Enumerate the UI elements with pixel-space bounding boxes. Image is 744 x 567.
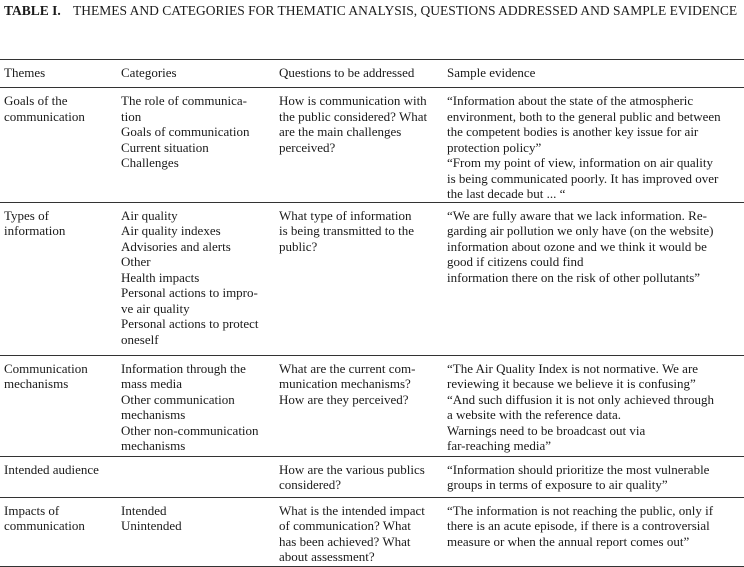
table-title: THEMES AND CATEGORIES FOR THEMATIC ANALYSIS, QUESTIONS ADDRESSED AND SAMPLE EVIDENCE: [73, 3, 738, 18]
cell-line: is being transmitted to the: [279, 223, 415, 238]
cell-line: the public considered? What: [279, 108, 428, 124]
questions-cell: [279, 202, 447, 355]
cell-line: Impacts of: [4, 502, 60, 518]
theme-cell: [0, 202, 121, 355]
cell-line: “From my point of view, information on air quality: [447, 155, 713, 170]
cell-line: the last decade but ... “: [447, 186, 566, 201]
table-label: TABLE I.: [4, 3, 61, 18]
cell-line: is being communicated poorly. It has improved over: [447, 170, 719, 186]
categories-cell: [121, 88, 279, 203]
cell-line: there is an acute episode, if there is a controversial: [447, 518, 710, 533]
cell-line: public?: [279, 238, 318, 254]
cell-line: What type of information: [279, 207, 412, 223]
table-row: [0, 497, 744, 566]
cell-line: “We are fully aware that we lack information. Re-: [447, 207, 707, 223]
theme-cell: [0, 88, 121, 203]
cell-line: oneself: [121, 331, 159, 347]
categories-cell: [121, 456, 279, 497]
table-row: [0, 355, 744, 456]
cell-line: Unintended: [121, 518, 182, 533]
cell-line: Other communication: [121, 391, 235, 407]
cell-line: good if citizens could find: [447, 254, 584, 269]
cell-line: far-reaching media”: [447, 438, 552, 453]
evidence-cell: [447, 497, 744, 566]
cell-line: Health impacts: [121, 269, 200, 285]
cell-line: Information through the: [121, 360, 246, 376]
header-row: [0, 60, 744, 88]
cell-line: Types of: [4, 207, 49, 223]
evidence-cell: [447, 456, 744, 497]
cell-line: mass media: [121, 376, 183, 391]
cell-line: perceived?: [279, 139, 336, 155]
cell-line: Communication: [4, 360, 88, 376]
cell-line: of communication? What: [279, 518, 411, 533]
theme-cell: [0, 456, 121, 497]
cell-line: ve air quality: [121, 300, 190, 316]
cell-line: mechanisms: [121, 438, 186, 453]
table-row: [0, 88, 744, 203]
cell-line: has been achieved? What: [279, 533, 411, 549]
evidence-cell: [447, 355, 744, 456]
thematic-analysis-table: [0, 59, 744, 567]
cell-line: Current situation: [121, 139, 209, 155]
cell-line: Intended: [121, 502, 167, 518]
table-row: [0, 456, 744, 497]
cell-line: Personal actions to protect: [121, 316, 259, 331]
cell-line: munication mechanisms?: [279, 376, 411, 391]
cell-line: How are the various publics: [279, 461, 425, 477]
header-categories: Categories: [121, 65, 177, 80]
categories-cell: [121, 497, 279, 566]
cell-line: environment, both to the general public and between: [447, 108, 721, 124]
cell-line: mechanisms: [121, 407, 186, 422]
categories-cell: [121, 355, 279, 456]
questions-cell: [279, 355, 447, 456]
cell-line: “Information about the state of the atmospheric: [447, 93, 694, 108]
cell-line: What is the intended impact: [279, 502, 425, 518]
cell-line: Goals of the: [4, 93, 68, 108]
cell-line: How is communication with: [279, 93, 427, 108]
cell-line: Air quality indexes: [121, 223, 221, 238]
cell-line: protection policy”: [447, 139, 542, 155]
cell-line: What are the current com-: [279, 360, 416, 376]
header-questions: Questions to be addressed: [279, 65, 415, 80]
cell-line: Air quality: [121, 207, 178, 223]
cell-line: the competent bodies is another key issue for air: [447, 124, 699, 139]
cell-line: considered?: [279, 477, 342, 492]
cell-line: Intended audience: [4, 461, 99, 477]
header-themes: Themes: [4, 65, 46, 80]
cell-line: Other: [121, 254, 151, 269]
cell-line: Warnings need to be broadcast out via: [447, 422, 646, 438]
cell-line: about assessment?: [279, 549, 375, 564]
questions-cell: [279, 456, 447, 497]
cell-line: communication: [4, 518, 85, 533]
theme-cell: [0, 497, 121, 566]
cell-line: The role of communica-: [121, 93, 247, 108]
cell-line: mechanisms: [4, 376, 69, 391]
evidence-cell: [447, 88, 744, 203]
cell-line: information there on the risk of other pollutants”: [447, 269, 701, 285]
cell-line: Advisories and alerts: [121, 238, 231, 254]
cell-line: a website with the reference data.: [447, 407, 621, 422]
cell-line: Goals of communication: [121, 124, 250, 139]
cell-line: are the main challenges: [279, 124, 402, 139]
cell-line: information about ozone and we think it would be: [447, 238, 707, 254]
cell-line: groups in terms of exposure to air quality”: [447, 477, 668, 492]
cell-line: How are they perceived?: [279, 391, 409, 407]
cell-line: Other non-communication: [121, 422, 259, 438]
table-row: [0, 202, 744, 355]
cell-line: communication: [4, 108, 85, 124]
evidence-cell: [447, 202, 744, 355]
cell-line: “The information is not reaching the public, only if: [447, 502, 714, 518]
cell-line: reviewing it because we believe it is confusing”: [447, 376, 696, 391]
cell-line: “The Air Quality Index is not normative. We are: [447, 360, 699, 376]
cell-line: measure or when the annual report comes out”: [447, 533, 690, 549]
cell-line: garding air pollution we only have (on the website): [447, 223, 714, 238]
header-evidence: Sample evidence: [447, 65, 536, 80]
cell-line: Challenges: [121, 155, 179, 170]
cell-line: Personal actions to impro-: [121, 285, 258, 300]
cell-line: information: [4, 223, 66, 238]
categories-cell: [121, 202, 279, 355]
theme-cell: [0, 355, 121, 456]
cell-line: tion: [121, 108, 142, 124]
cell-line: “And such diffusion it is not only achieved through: [447, 391, 714, 407]
questions-cell: [279, 88, 447, 203]
questions-cell: [279, 497, 447, 566]
cell-line: “Information should prioritize the most vulnerable: [447, 461, 710, 477]
